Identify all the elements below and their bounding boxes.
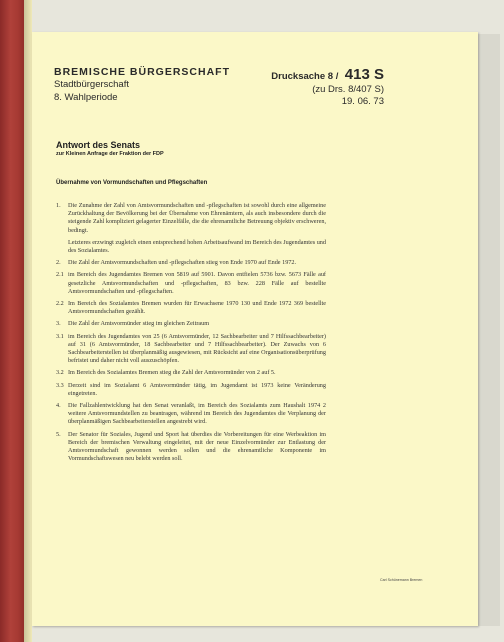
page-edge-shadow xyxy=(478,34,500,626)
item-number: 2.2 xyxy=(56,300,64,308)
list-item xyxy=(68,239,326,255)
item-number: 3.2 xyxy=(56,369,64,377)
binder-page-edge xyxy=(24,0,32,642)
reference-number: (zu Drs. 8/407 S) xyxy=(312,84,384,95)
publisher-imprint: Carl Schünemann Bremen xyxy=(380,578,423,582)
item-number: 3.3 xyxy=(56,381,64,389)
organization-name: BREMISCHE BÜRGERSCHAFT xyxy=(54,66,231,78)
item-text: Im Bereich des Sozialamtes Bremen wurden für Erwachsene 1970 130 und Ende 1972 369 bestellte Amtsvormundschaften gezählt. xyxy=(68,300,326,316)
document-date: 19. 06. 73 xyxy=(341,96,384,107)
item-text: Derzeit sind im Sozialamt 6 Amtsvormünder tätig, im Jugendamt ist 1973 keine Veränderung eingetreten. xyxy=(68,381,326,397)
list-item xyxy=(56,300,326,316)
list-item xyxy=(56,271,326,296)
list-item xyxy=(56,333,326,366)
list-item xyxy=(56,402,326,427)
item-number: 3.1 xyxy=(56,332,64,340)
item-number: 1. xyxy=(56,202,61,209)
item-text: Letzteres erzwingt zugleich einen entsprechend hohen Arbeitsaufwand im Bereich des Jugendamtes und des Sozialamtes. xyxy=(68,238,326,255)
item-text: Die Zunahme der Zahl von Amtsvormundschaften und -pflegschaften ist sowohl durch eine allgemeine Zurückhaltung der Bevölkerung bei der Übernahme von Ehrenämtern, als auch insbesondere durch die steigende Zahl kompliziert gelagerter Einzelfälle, die die ehrenamtliche Betreuung objektiv erschweren, bedingt. xyxy=(68,202,326,234)
item-number: 2.1 xyxy=(56,271,64,279)
title-block xyxy=(56,140,164,157)
item-text: Die Zahl der Amtsvormünder stieg im gleichen Zeitraum xyxy=(68,320,210,328)
header-right xyxy=(271,66,384,108)
item-text: im Bereich des Jugendamtes Bremen von 5819 auf 5901. Davon entfielen 5736 bzw. 5673 Fälle auf gesetzliche Amtsvormundschaften und -pflegschaften, 83 bzw. 228 Fälle auf bestellte Amtsvormundschaften und -pflegschaften. xyxy=(68,271,326,295)
item-number: 3. xyxy=(56,320,61,328)
document-subtitle: zur Kleinen Anfrage der Fraktion der FDP xyxy=(56,151,164,157)
item-number: 5. xyxy=(56,430,61,438)
item-text: im Bereich des Jugendamtes von 25 (6 Amtsvormünder, 12 Sachbearbeiter und 7 Hilfssachbearbeiter) auf 31 (6 Amtsvormünder, 18 Sachbearbeiter und 7 Hilfssachbearbeiter). Der Zuwachs von 6 Sachbearbeiterstellen ist überplanmäßig ausgewiesen, mit Rücksicht auf eine Organisationsüberprüfung befristet und daher nicht voll auszuschöpfen. xyxy=(68,332,326,365)
list-item xyxy=(56,369,326,377)
drucksache-number: 413 S xyxy=(344,66,384,83)
item-number: 4. xyxy=(56,402,61,410)
item-text: Im Bereich des Sozialamtes Bremen stieg die Zahl der Amtsvormünder von 2 auf 5. xyxy=(68,369,276,377)
list-item xyxy=(56,320,326,328)
subject-line: Übernahme von Vormundschaften und Pflegschaften xyxy=(56,180,208,186)
item-number: 2. xyxy=(56,259,61,267)
item-text: Die Zahl der Amtsvormundschaften und -pflegschaften stieg von Ende 1970 auf Ende 1972. xyxy=(68,259,297,267)
list-item xyxy=(56,382,326,398)
drucksache-line xyxy=(271,66,384,84)
list-item xyxy=(56,202,326,235)
list-item xyxy=(56,431,326,464)
legislative-period: 8. Wahlperiode xyxy=(54,92,118,103)
header-left xyxy=(54,66,230,104)
drucksache-label: Drucksache 8 / xyxy=(271,71,339,82)
document-body xyxy=(56,202,326,467)
list-item xyxy=(56,259,326,267)
document-title: Antwort des Senats xyxy=(56,140,141,150)
chamber-name: Stadtbürgerschaft xyxy=(54,79,129,90)
item-text: Der Senator für Soziales, Jugend und Sport hat überdies die Vorbereitungen für eine Werbeaktion im Bereich der bremischen Verwaltung eingeleitet, mit der neue Einzelvormünder zur Entlastung der Amtsvormundschaft gewonnen werden sollen und die ehrenamtliche Komponente im Vormundschaftswesen neu belebt werden soll. xyxy=(68,430,326,463)
item-text: Die Fallzahlentwicklung hat den Senat veranlaßt, im Bereich des Sozialamts zum Haushalt 1974 2 weitere Amtsvormundstellen zu beantragen, während im Bereich des Jugendamtes die Verplanung der überplanmäßigen Sachbearbeiterstellen angestrebt wird. xyxy=(68,402,326,426)
